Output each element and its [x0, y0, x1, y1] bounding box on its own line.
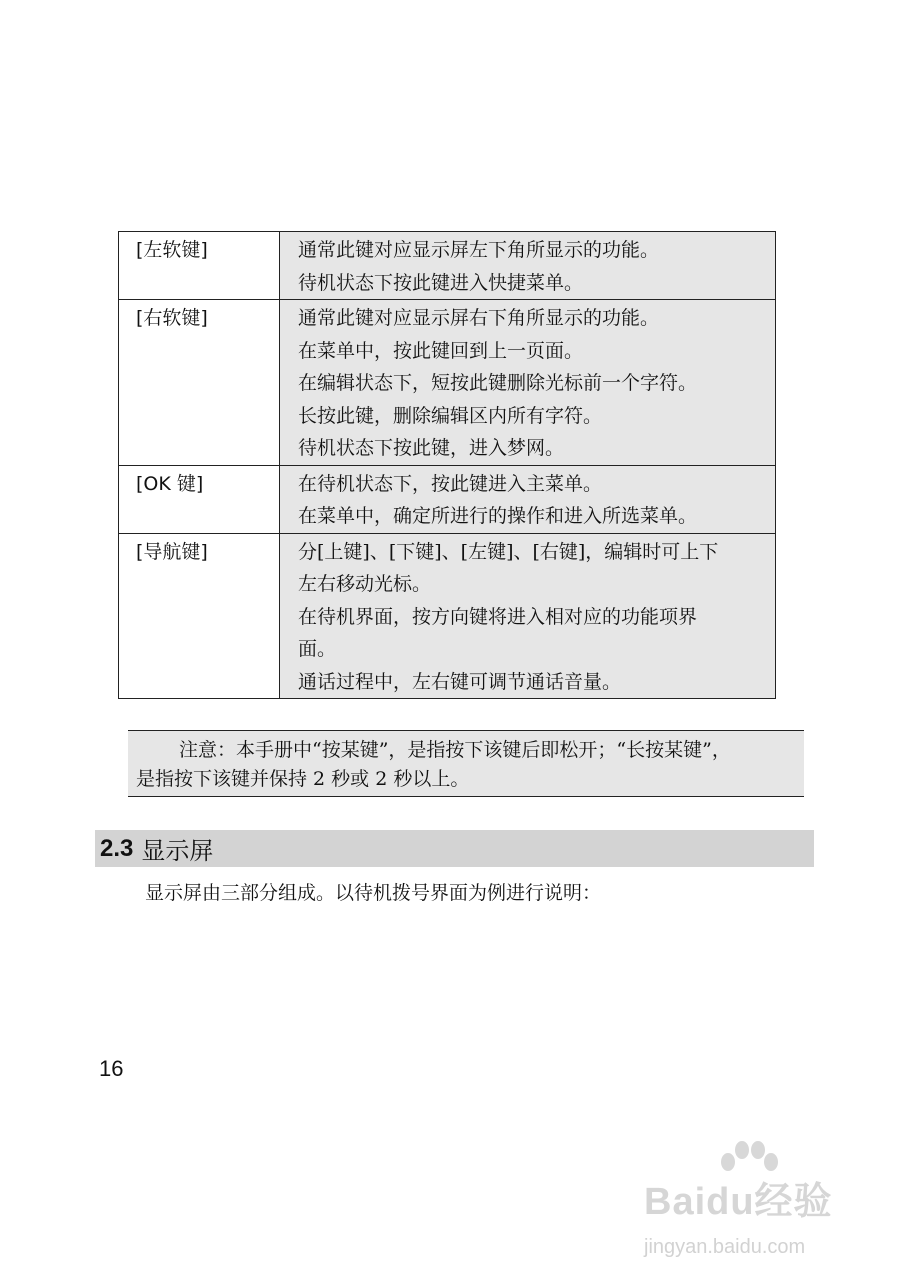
table-row [119, 533, 776, 699]
description-line: 左右移动光标。 [298, 573, 432, 595]
table-row [119, 300, 776, 466]
key-name-cell: [左软键] [119, 232, 280, 300]
description-line: 在菜单中，确定所进行的操作和进入所选菜单。 [298, 505, 698, 527]
description-line: 长按此键，删除编辑区内所有字符。 [298, 404, 603, 427]
section-heading [95, 830, 814, 867]
description-line: 待机状态下按此键，进入梦网。 [298, 437, 565, 459]
key-name-cell: [OK 键] [119, 465, 280, 533]
description-line: 通常此键对应显示屏右下角所显示的功能。 [298, 307, 660, 329]
description-line: 通常此键对应显示屏左下角所显示的功能。 [298, 239, 660, 261]
key-description-cell [280, 533, 776, 699]
table-row [119, 465, 776, 533]
description-line: 面。 [298, 638, 337, 660]
keys-table [118, 231, 776, 699]
watermark [640, 1140, 870, 1270]
note-line-1: 注意：本手册中“按某键”，是指按下该键后即松开；“长按某键”， [179, 739, 731, 761]
description-line: 在菜单中，按此键回到上一页面。 [298, 339, 584, 362]
table-row [119, 232, 776, 300]
description-line: 分[上键]、[下键]、[左键]、[右键]，编辑时可上下 [298, 540, 719, 563]
description-line: 在待机状态下，按此键进入主菜单。 [298, 472, 603, 495]
note-line-2: 是指按下该键并保持 2 秒或 2 秒以上。 [136, 768, 470, 790]
watermark-url: jingyan.baidu.com [644, 1236, 806, 1258]
watermark-brand: Baidu经验 [644, 1181, 833, 1223]
section-title: 显示屏 [141, 837, 214, 865]
description-line: 待机状态下按此键进入快捷菜单。 [298, 271, 584, 294]
description-line: 在编辑状态下，短按此键删除光标前一个字符。 [298, 372, 698, 394]
body-paragraph: 显示屏由三部分组成。以待机拨号界面为例进行说明： [145, 882, 602, 904]
page-number: 16 [99, 1056, 124, 1081]
section-number: 2.3 [100, 834, 134, 862]
key-description-cell [280, 232, 776, 300]
key-name-cell: [导航键] [119, 533, 280, 699]
key-name-cell: [右软键] [119, 300, 280, 466]
note-box [128, 730, 804, 797]
description-line: 在待机界面，按方向键将进入相对应的功能项界 [298, 605, 698, 628]
key-description-cell [280, 465, 776, 533]
key-description-cell [280, 300, 776, 466]
description-line: 通话过程中，左右键可调节通话音量。 [298, 670, 622, 693]
